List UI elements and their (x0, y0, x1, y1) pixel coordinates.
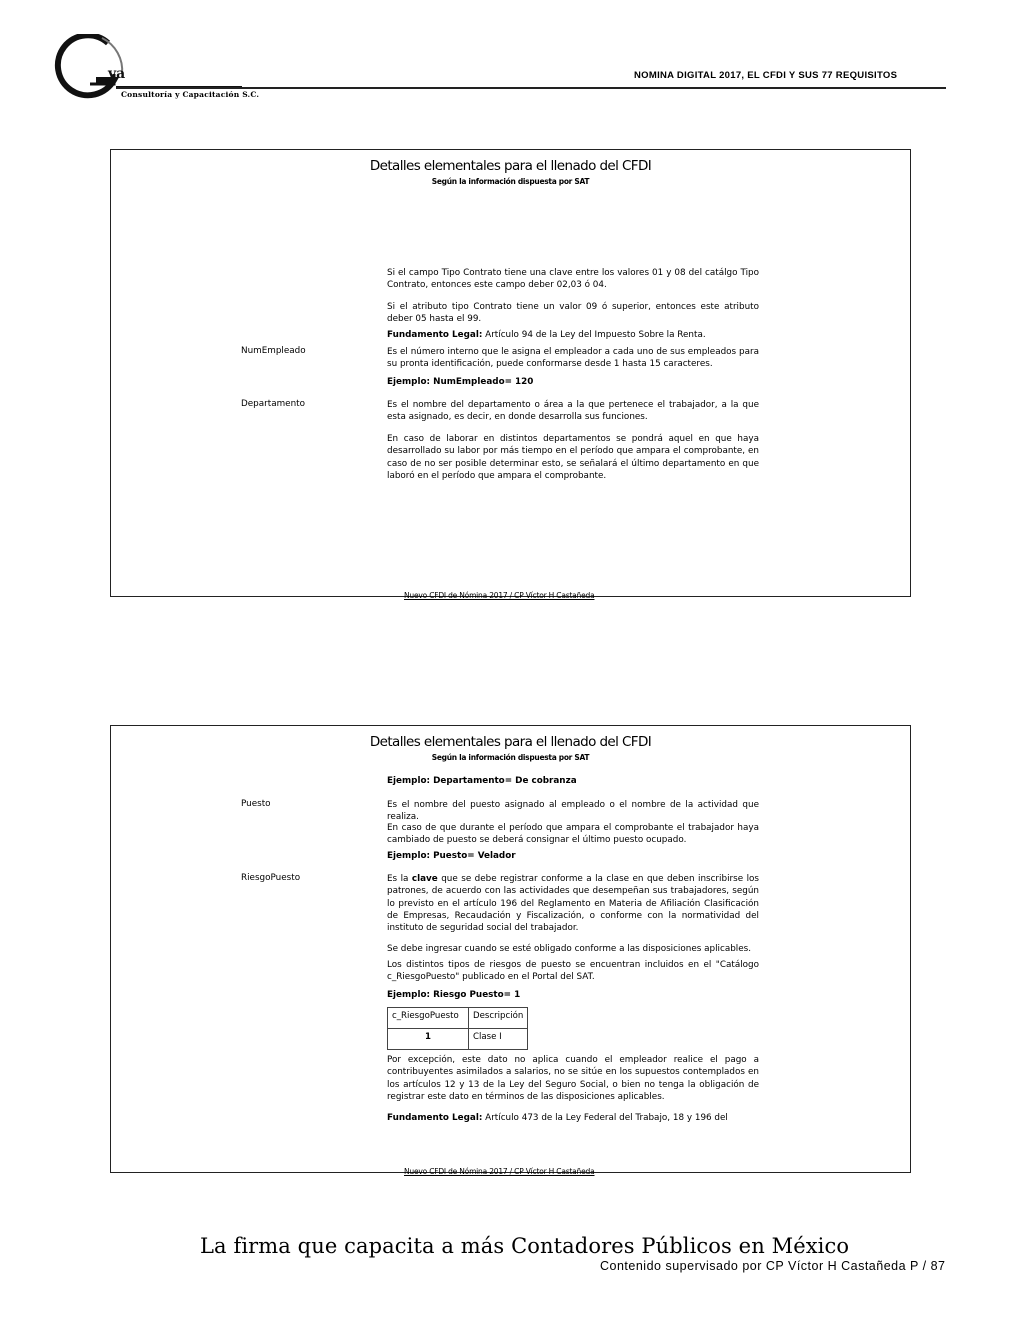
slide-subtitle: Según la información dispuesta por SAT (431, 177, 590, 186)
table-header: Descripción (469, 1008, 528, 1029)
slide-2 (110, 725, 911, 1176)
table-cell: Clase I (469, 1029, 528, 1050)
logo-company-name: Consultoría y Capacitación S.C. (121, 90, 260, 99)
example-puesto: Ejemplo: Puesto= Velador (387, 851, 516, 861)
paragraph: Se debe ingresar cuando se esté obligado conforme a las disposiciones aplicables. (387, 944, 752, 954)
paragraph: Si el campo Tipo Contrato tiene una clave entre los valores 01 y 08 del catálgo Tipo Contrato, entonces este campo deber 02,03 ó 04. (387, 268, 759, 291)
paragraph: Los distintos tipos de riesgos de puesto se encuentran incluidos en el "Catálogo c_RiesgoPuesto" publicado en el Portal del SAT. (387, 960, 759, 983)
table-row (388, 1029, 528, 1050)
field-name-riesgopuesto: RiesgoPuesto (241, 873, 301, 883)
paragraph: Si el atributo tipo Contrato tiene un valor 09 ó superior, entonces este atributo deber 05 hasta el 99. (387, 302, 759, 325)
paragraph: Es el nombre del puesto asignado al empleado o el nombre de la actividad que realiza. (387, 800, 759, 823)
table-cell: 1 (388, 1029, 469, 1050)
slide-footer: Nuevo CFDI de Nómina 2017 / CP Víctor H Castañeda (404, 1167, 595, 1176)
paragraph: Es el número interno que le asigna el empleador a cada uno de sus empleados para su pronta identificación, puede conformarse desde 1 hasta 15 caracteres. (387, 347, 759, 370)
table-header: c_RiesgoPuesto (388, 1008, 469, 1029)
paragraph-riesgo (387, 873, 759, 934)
slide-footer: Nuevo CFDI de Nómina 2017 / CP Víctor H Castañeda (404, 591, 595, 600)
paragraph: En caso de que durante el período que ampara el comprobante el trabajador haya cambiado de puesto se deberá consignar el último puesto ocupado. (387, 823, 759, 846)
fundamento-label: Fundamento Legal: (387, 1113, 483, 1123)
text-bold: clave (411, 874, 438, 884)
text: que se debe registrar conforme a la clase en que deben inscribirse los patrones, de acuerdo con las actividades que desempeñan sus trabajadores, según lo previsto en el artículo 196 del Reglamento en Materia de Afiliación Clasificación de Empresas, Recaudación y Fiscalización, o conforme con la normatividad del instituto de seguridad social del trabajador. (387, 874, 759, 934)
supervised-by-page-number: Contenido supervisado por CP Víctor H Castañeda P / 87 (600, 1259, 946, 1273)
slide-subtitle: Según la información dispuesta por SAT (431, 753, 590, 762)
field-name-departamento: Departamento (241, 399, 306, 409)
paragraph: Es el nombre del departamento o área a la que pertenece el trabajador, a la que esta asignado, es decir, en donde desarrolla sus funciones. (387, 400, 759, 423)
paragraph: Por excepción, este dato no aplica cuando el empleador realice el pago a contribuyentes asimilados a salarios, no se sitúe en los supuestos contemplados en los artículos 12 y 13 de la Ley del Seguro Social, o bien no tenga la obligación de registrar este dato en términos de las disposiciones aplicables. (387, 1055, 759, 1102)
logo-mark-text: va (108, 66, 126, 82)
slide-1 (110, 149, 911, 600)
tagline: La firma que capacita a más Contadores Públicos en México (200, 1234, 850, 1258)
fundamento-label: Fundamento Legal: (387, 330, 483, 340)
field-name-puesto: Puesto (241, 799, 271, 809)
text: Es la (387, 874, 412, 884)
slide-title: Detalles elementales para el llenado del CFDI (369, 734, 652, 750)
example-riesgo-puesto: Ejemplo: Riesgo Puesto= 1 (387, 990, 521, 1000)
fundamento-legal (387, 1112, 759, 1124)
header-rule (116, 87, 946, 89)
catalog-table (387, 1007, 528, 1050)
fundamento-legal (387, 329, 759, 341)
fundamento-text: Artículo 473 de la Ley Federal del Trabajo, 18 y 196 del (485, 1113, 728, 1123)
document-header-title: NOMINA DIGITAL 2017, EL CFDI Y SUS 77 REQUISITOS (634, 70, 898, 81)
example-numempleado: Ejemplo: NumEmpleado= 120 (387, 377, 534, 387)
example-departamento: Ejemplo: Departamento= De cobranza (387, 776, 577, 786)
table-header-row (388, 1008, 528, 1029)
fundamento-text: Artículo 94 de la Ley del Impuesto Sobre la Renta. (485, 330, 706, 340)
paragraph: En caso de laborar en distintos departamentos se pondrá aquel en que haya desarrollado su labor por más tiempo en el período que ampara el comprobante, en caso de no ser posible determinar esto, se señalará el último departamento en que laboró en el período que ampara el comprobante. (387, 434, 759, 481)
field-name-numempleado: NumEmpleado (241, 346, 306, 356)
slide-title: Detalles elementales para el llenado del CFDI (369, 158, 652, 174)
